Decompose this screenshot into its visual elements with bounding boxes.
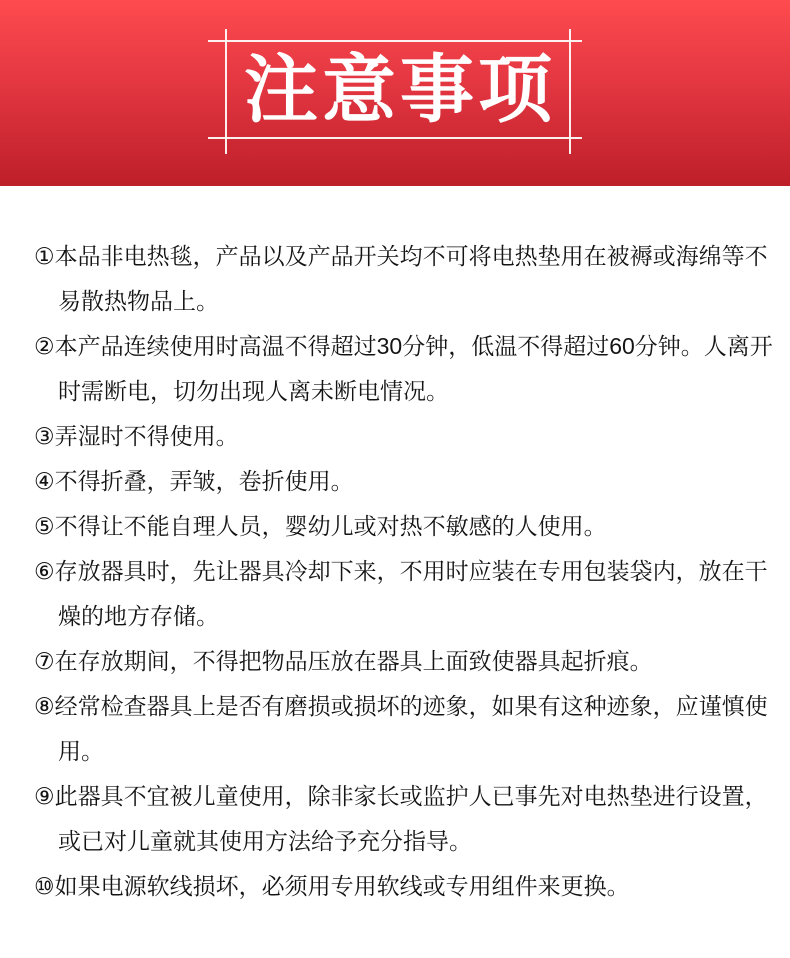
header-banner bbox=[0, 0, 790, 186]
page-title: 注意事项 bbox=[244, 47, 556, 131]
title-frame bbox=[225, 40, 571, 139]
note-item-8: ⑧经常检查器具上是否有磨损或损坏的迹象，如果有这种迹象，应谨慎使用。 bbox=[34, 693, 768, 764]
note-item-2: ②本产品连续使用时高温不得超过30分钟，低温不得超过60分钟。人离开时需断电，切勿出现人离未断电情况。 bbox=[34, 333, 773, 404]
notes-list bbox=[0, 186, 790, 909]
note-item-5: ⑤不得让不能自理人员，婴幼儿或对热不敏感的人使用。 bbox=[34, 513, 607, 539]
note-item-6: ⑥存放器具时，先让器具冷却下来，不用时应装在专用包装袋内，放在干燥的地方存储。 bbox=[34, 558, 768, 629]
note-item-3: ③弄湿时不得使用。 bbox=[34, 423, 239, 449]
note-item-1: ①本品非电热毯，产品以及产品开关均不可将电热垫用在被褥或海绵等不易散热物品上。 bbox=[34, 243, 768, 314]
note-item-9: ⑨此器具不宜被儿童使用，除非家长或监护人已事先对电热垫进行设置，或已对儿童就其使用方法给予充分指导。 bbox=[34, 783, 768, 854]
note-item-4: ④不得折叠，弄皱，卷折使用。 bbox=[34, 468, 354, 494]
note-item-10: ⑩如果电源软线损坏，必须用专用软线或专用组件来更换。 bbox=[34, 873, 630, 899]
note-item-7: ⑦在存放期间，不得把物品压放在器具上面致使器具起折痕。 bbox=[34, 648, 653, 674]
